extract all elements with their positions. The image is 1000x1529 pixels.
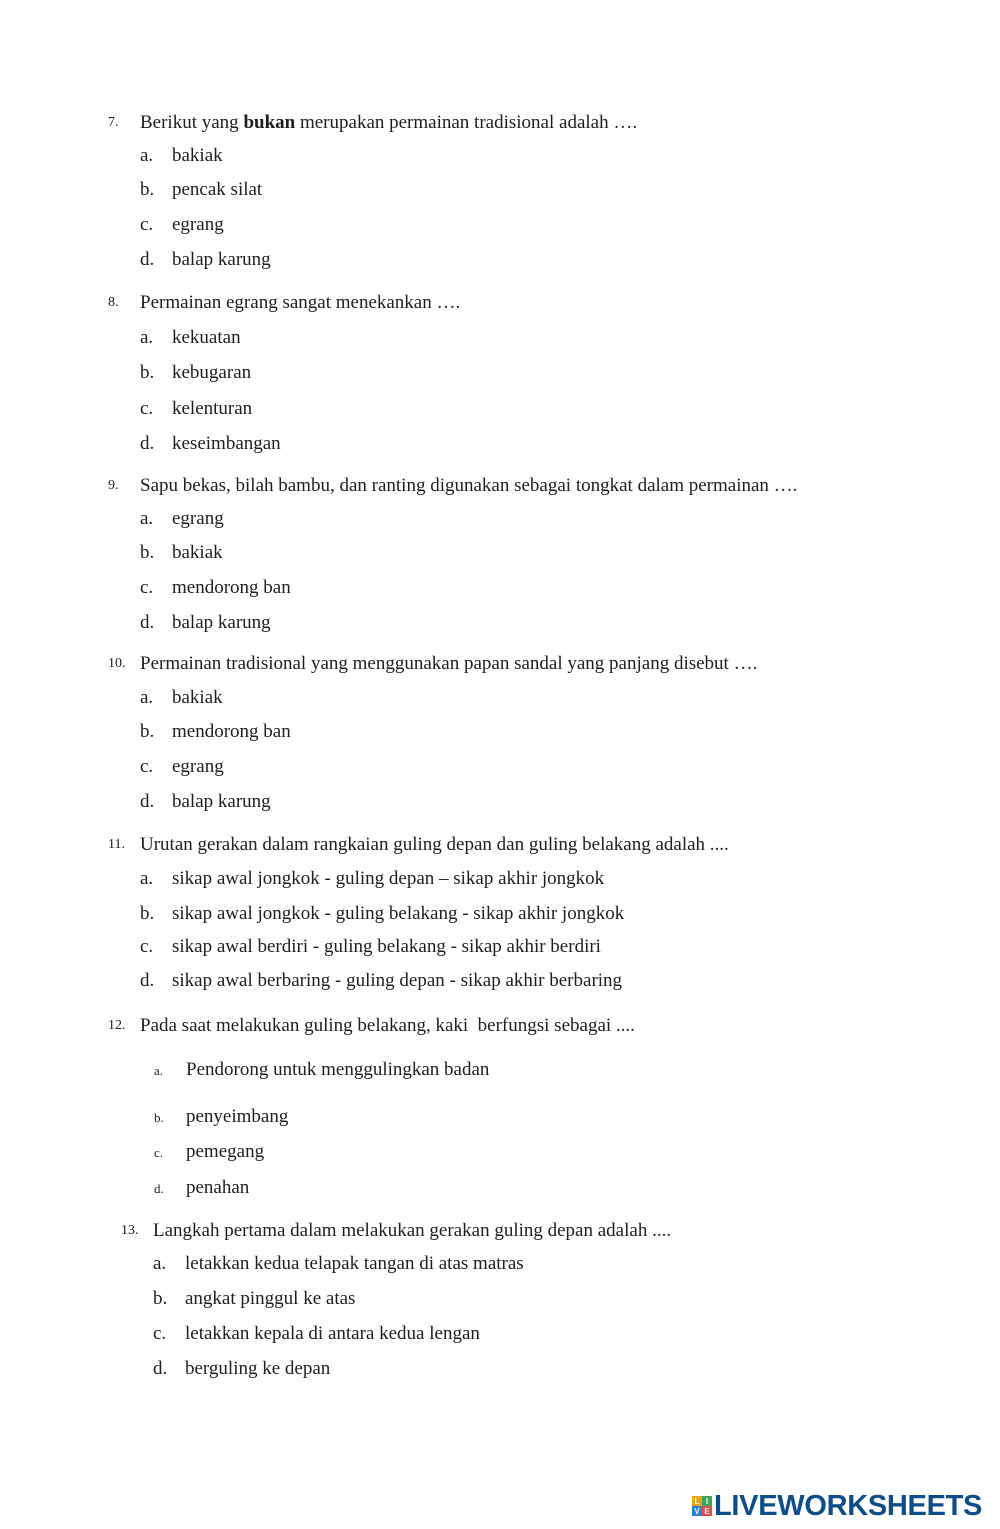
option-letter: d. xyxy=(153,1358,168,1379)
stem-bold-word: bukan xyxy=(243,112,296,133)
question-stem: Permainan egrang sangat menekankan …. xyxy=(140,292,461,313)
option-text: penyeimbang xyxy=(186,1106,289,1127)
question-stem: Urutan gerakan dalam rangkaian guling depan dan guling belakang adalah .... xyxy=(140,834,729,855)
option-text: balap karung xyxy=(172,791,271,812)
liveworksheets-mark-icon xyxy=(692,1496,712,1516)
option-text: penahan xyxy=(186,1177,250,1198)
option-text: bakiak xyxy=(172,687,223,708)
option-letter: a. xyxy=(154,1063,164,1078)
option-text: balap karung xyxy=(172,249,271,270)
stem-text-after: merupakan permainan tradisional adalah …. xyxy=(295,112,638,133)
option-letter: a. xyxy=(140,145,154,166)
question-stem: Langkah pertama dalam melakukan gerakan guling depan adalah .... xyxy=(153,1220,672,1241)
option-letter: b. xyxy=(140,721,155,742)
mark-tile: I xyxy=(702,1496,712,1506)
question-number: 10. xyxy=(108,656,126,671)
question-number: 7. xyxy=(108,115,119,130)
option-letter: b. xyxy=(154,1110,164,1125)
stem-text-before: Berikut yang xyxy=(140,112,244,133)
option-text: kekuatan xyxy=(172,327,241,348)
option-letter: d. xyxy=(154,1181,164,1196)
option-text: keseimbangan xyxy=(172,433,281,454)
question-number: 12. xyxy=(108,1018,126,1033)
question-stem: Permainan tradisional yang menggunakan papan sandal yang panjang disebut …. xyxy=(140,653,758,674)
option-letter: b. xyxy=(140,542,155,563)
option-text: kelenturan xyxy=(172,398,253,419)
question-stem: Pada saat melakukan guling belakang, kaki berfungsi sebagai .... xyxy=(140,1015,635,1036)
option-text: sikap awal berbaring - guling depan - sikap akhir berbaring xyxy=(172,970,623,991)
option-text: sikap awal jongkok - guling belakang - sikap akhir jongkok xyxy=(172,903,625,924)
option-letter: a. xyxy=(140,327,154,348)
option-text: letakkan kedua telapak tangan di atas matras xyxy=(185,1253,524,1274)
option-text: Pendorong untuk menggulingkan badan xyxy=(186,1059,490,1080)
option-text: bakiak xyxy=(172,542,223,563)
option-text: sikap awal jongkok - guling depan – sikap akhir jongkok xyxy=(172,868,605,889)
option-letter: c. xyxy=(140,577,154,598)
option-letter: d. xyxy=(140,970,155,991)
option-letter: c. xyxy=(140,398,154,419)
option-text: sikap awal berdiri - guling belakang - sikap akhir berdiri xyxy=(172,936,601,957)
option-letter: c. xyxy=(140,214,154,235)
option-text: pemegang xyxy=(186,1141,265,1162)
option-text: letakkan kepala di antara kedua lengan xyxy=(185,1323,480,1344)
mark-tile: L xyxy=(692,1496,702,1506)
logo-text: LIVEWORKSHEETS xyxy=(714,1489,983,1522)
option-letter: c. xyxy=(153,1323,167,1344)
option-text: kebugaran xyxy=(172,362,252,383)
option-letter: c. xyxy=(140,756,154,777)
option-letter: b. xyxy=(153,1288,168,1309)
option-text: bakiak xyxy=(172,145,223,166)
option-text: egrang xyxy=(172,214,224,235)
option-text: berguling ke depan xyxy=(185,1358,331,1379)
option-text: egrang xyxy=(172,756,224,777)
option-letter: a. xyxy=(140,868,154,889)
question-stem: Sapu bekas, bilah bambu, dan ranting digunakan sebagai tongkat dalam permainan …. xyxy=(140,475,798,496)
question-number: 11. xyxy=(108,837,125,852)
option-text: pencak silat xyxy=(172,179,263,200)
option-text: angkat pinggul ke atas xyxy=(185,1288,356,1309)
option-letter: b. xyxy=(140,179,155,200)
option-text: egrang xyxy=(172,508,224,529)
question-number: 9. xyxy=(108,478,119,493)
option-text: mendorong ban xyxy=(172,721,291,742)
mark-tile: E xyxy=(702,1506,712,1516)
option-letter: d. xyxy=(140,249,155,270)
mark-tile: V xyxy=(692,1506,702,1516)
liveworksheets-logo[interactable] xyxy=(692,1488,982,1524)
question-stem xyxy=(140,112,637,134)
option-letter: d. xyxy=(140,791,155,812)
option-letter: a. xyxy=(140,508,154,529)
question-number: 13. xyxy=(121,1223,139,1238)
option-letter: c. xyxy=(140,936,154,957)
option-letter: b. xyxy=(140,362,155,383)
option-text: mendorong ban xyxy=(172,577,291,598)
option-letter: c. xyxy=(154,1145,164,1160)
option-text: balap karung xyxy=(172,612,271,633)
option-letter: d. xyxy=(140,612,155,633)
option-letter: a. xyxy=(140,687,154,708)
option-letter: a. xyxy=(153,1253,167,1274)
option-letter: d. xyxy=(140,433,155,454)
question-number: 8. xyxy=(108,295,119,310)
option-letter: b. xyxy=(140,903,155,924)
